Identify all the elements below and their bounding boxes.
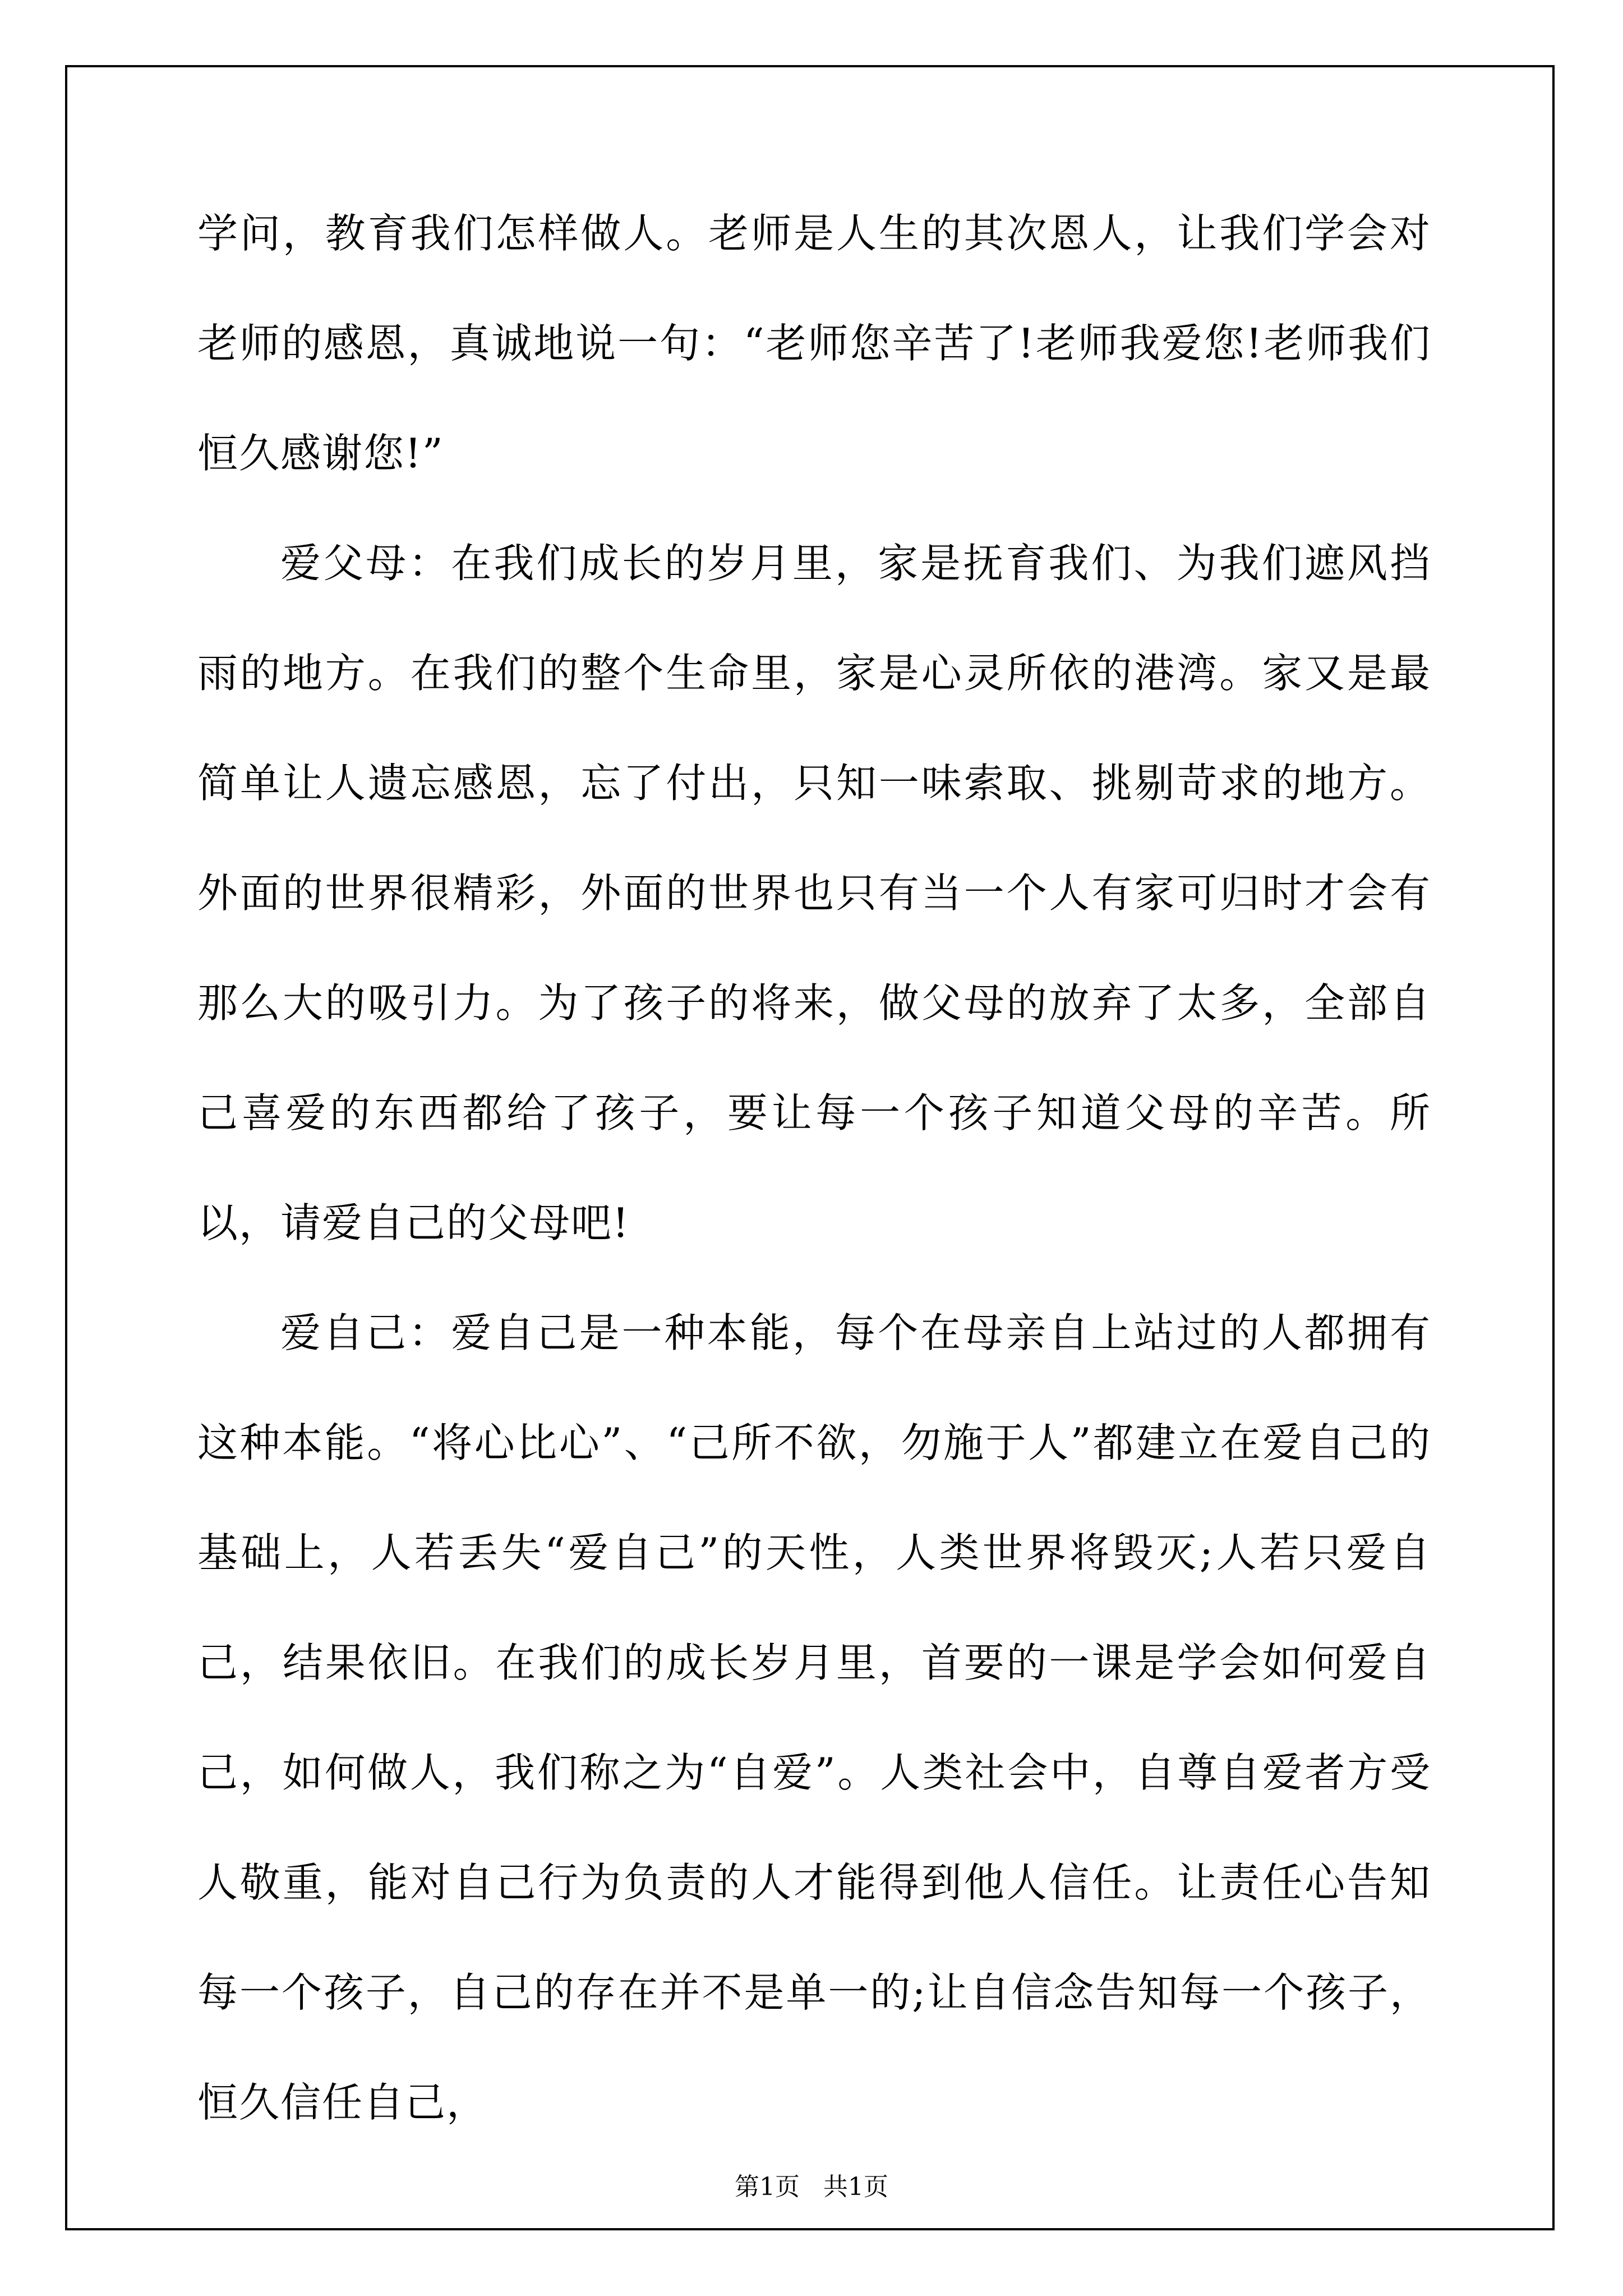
paragraph-love-parents: 爱父母：在我们成长的岁月里，家是抚育我们、为我们遮风挡雨的地方。在我们的整个生命里，家是心灵所依的港湾。家又是最简单让人遗忘感恩，忘了付出，只知一味索取、挑剔苛求的地方。外面的世界很精彩，外面的世界也只有当一个人有家可归时才会有那么大的吸引力。为了孩子的将来，做父母的放弃了太多，全部自己喜爱的东西都给了孩子，要让每一个孩子知道父母的辛苦。所以，请爱自己的父母吧! xyxy=(197,540,1431,1246)
page-footer: 第1页 共1页 xyxy=(735,2173,888,2201)
paragraph-gratitude-teacher: 学问，教育我们怎样做人。老师是人生的其次恩人，让我们学会对老师的感恩，真诚地说一句：“老师您辛苦了!老师我爱您!老师我们恒久感谢您!” xyxy=(197,210,1431,477)
paragraph-love-self: 爱自己：爱自己是一种本能，每个在母亲自上站过的人都拥有这种本能。“将心比心”、“己所不欲，勿施于人”都建立在爱自己的基础上，人若丢失“爱自己”的天性，人类世界将毁灭;人若只爱自己，结果依旧。在我们的成长岁月里，首要的一课是学会如何爱自己，如何做人，我们称之为“自爱”。人类社会中，自尊自爱者方受人敬重，能对自己行为负责的人才能得到他人信任。让责任心告知每一个孩子，自己的存在并不是单一的;让自信念告知每一个孩子，恒久信任自己， xyxy=(197,1309,1431,2126)
document-body xyxy=(197,178,1431,2157)
